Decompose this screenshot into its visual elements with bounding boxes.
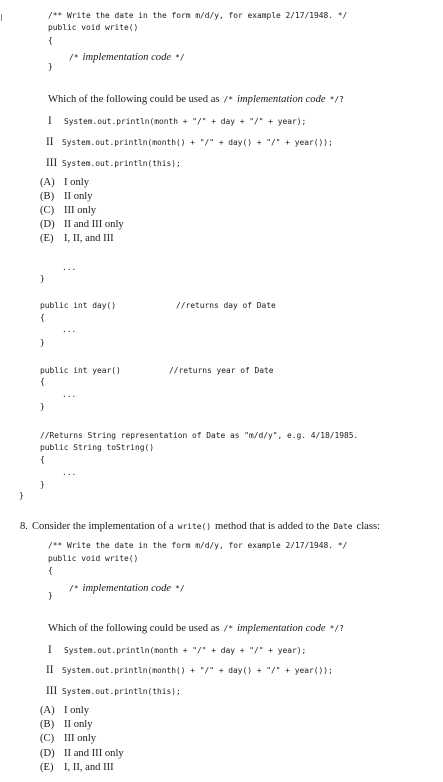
q8-javadoc-comment: /** Write the date in the form m/d/y, for example 2/17/1948. */ [48,541,348,550]
class-close-brace: } [19,491,24,500]
q8-method-signature: public void write() [48,554,139,563]
code-brace-close-3: } [40,402,45,411]
upper-option-3: III System.out.println(this); [46,157,181,169]
upper-choice-a: (A) I only [40,177,90,188]
upper-choice-e: (E) I, II, and III [40,233,114,244]
day-method-signature: public int day() [40,301,117,310]
q8-choice-c: (C) III only [40,733,97,744]
q8-close-brace: } [48,591,53,600]
q8-open-brace: { [48,566,53,575]
code-brace-open-2: { [40,313,45,322]
code-ellipsis-4: ... [62,468,77,477]
q8-question-stem: Which of the following could be used as /* implementation code */? [48,623,344,634]
q8-choice-a: (A) I only [40,705,90,716]
code-ellipsis-2: ... [62,325,77,334]
q8-option-2: II System.out.println(month() + "/" + day() + "/" + year()); [46,664,333,676]
upper-impl-comment: /* implementation code */ [69,52,185,63]
upper-choice-b: (B) II only [40,191,93,202]
day-method-comment: //returns day of Date [176,301,276,310]
margin-tick-mark [1,14,2,21]
tostring-signature: public String toString() [40,443,155,452]
code-brace-close-1: } [40,274,45,283]
tostring-comment: //Returns String representation of Date as "m/d/y", e.g. 4/18/1985. [40,431,359,440]
q8-choice-d: (D) II and III only [40,748,124,759]
code-brace-close-4: } [40,480,45,489]
upper-open-brace: { [48,36,53,45]
code-brace-open-4: { [40,455,45,464]
q8-impl-comment: /* implementation code */ [69,583,185,594]
upper-option-1: I System.out.println(month + "/" + day + "/" + year); [48,115,307,127]
code-brace-close-2: } [40,338,45,347]
q8-option-1: I System.out.println(month + "/" + day + "/" + year); [48,644,307,656]
code-brace-open-3: { [40,377,45,386]
q8-choice-e: (E) I, II, and III [40,762,114,773]
upper-choice-c: (C) III only [40,205,97,216]
code-ellipsis-3: ... [62,390,77,399]
upper-choice-d: (D) II and III only [40,219,124,230]
q8-choice-b: (B) II only [40,719,93,730]
question-8-stem: 8. Consider the implementation of a write() method that is added to the Date class: [20,521,381,532]
upper-close-brace: } [48,62,53,71]
upper-method-signature: public void write() [48,23,139,32]
year-method-signature: public int year() [40,366,121,375]
upper-javadoc-comment: /** Write the date in the form m/d/y, for example 2/17/1948. */ [48,11,348,20]
upper-question-stem: Which of the following could be used as /* implementation code */? [48,94,344,105]
q8-option-3: III System.out.println(this); [46,685,181,697]
year-method-comment: //returns year of Date [169,366,274,375]
upper-option-2: II System.out.println(month() + "/" + day() + "/" + year()); [46,136,333,148]
code-ellipsis-1: ... [62,263,77,272]
